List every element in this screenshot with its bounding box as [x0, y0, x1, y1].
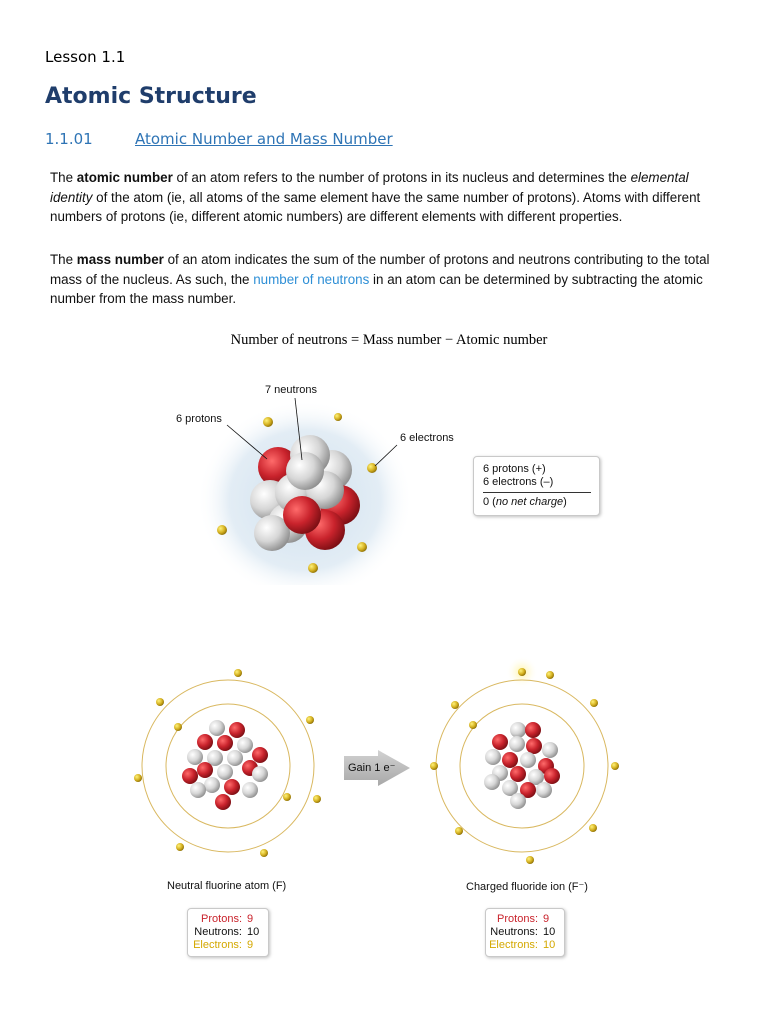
neutrons-value: 10: [543, 926, 556, 938]
neutral-electrons: [134, 669, 321, 857]
gain-electron-arrow: [344, 750, 410, 786]
term-mass-number: mass number: [76, 252, 164, 267]
text: The: [50, 252, 77, 267]
text: of an atom refers to the number of protons in its nucleus and determines the: [172, 170, 631, 185]
label-6-electrons: 6 electrons: [400, 432, 454, 444]
caption-fluoride-ion: Charged fluoride ion (F⁻): [466, 881, 588, 893]
electrons-label: Electrons:: [489, 939, 538, 951]
term-elemental-identity: elemental identity: [50, 170, 689, 205]
text: of the atom (ie, all atoms of the same element have the same number of protons). Atoms with different numbers of protons (ie, different atomic numbers) are different elements with different properties.: [50, 189, 701, 224]
electrons-value: 9: [247, 939, 254, 951]
section-number: 1.1.01: [45, 130, 93, 148]
text: 0 (: [483, 496, 496, 508]
text: of an atom indicates the sum of the number of protons and neutrons contributing to the total mass of the nucleus. As such, the: [50, 252, 710, 287]
neutrons-label: Neutrons:: [194, 926, 242, 938]
protons-label: Protons:: [497, 913, 538, 925]
neutron-formula: Number of neutrons = Mass number − Atomic number: [230, 332, 548, 348]
protons-row: [493, 913, 557, 926]
electrons-value: 10: [543, 939, 556, 951]
neutral-particle-counts: [187, 908, 269, 957]
electrons-row: [195, 939, 261, 952]
number-of-neutrons-link[interactable]: number of neutrons: [253, 271, 370, 287]
protons-value: 9: [247, 913, 254, 925]
fluorine-ionization-diagram: [120, 650, 640, 870]
paragraph-mass-number: [50, 250, 718, 309]
sum-divider: [483, 492, 591, 493]
text: in an atom can be determined by subtracting the atomic number from the mass number.: [50, 271, 703, 306]
carbon-atom-diagram: [160, 375, 480, 585]
electrons-row: [489, 939, 557, 952]
neutral-fluorine-atom: [134, 669, 321, 857]
neutrons-row: [195, 926, 261, 939]
arrow-label: Gain 1 e⁻: [348, 762, 396, 774]
paragraph-atomic-number: [50, 168, 718, 227]
ion-nucleus: [484, 722, 560, 809]
label-6-protons: 6 protons: [176, 413, 222, 425]
text: ): [563, 496, 567, 508]
label-7-neutrons: 7 neutrons: [265, 384, 317, 396]
neutrons-label: Neutrons:: [490, 926, 538, 938]
protons-value: 9: [543, 913, 550, 925]
lesson-label: Lesson 1.1: [45, 48, 126, 66]
charge-result: [483, 496, 591, 509]
protons-row: [195, 913, 261, 926]
fluoride-ion: [430, 656, 619, 864]
text: no net charge: [495, 496, 564, 508]
charge-line-electrons: 6 electrons (–): [483, 476, 554, 488]
protons-label: Protons:: [201, 913, 242, 925]
page-title: Atomic Structure: [45, 84, 257, 109]
neutrons-row: [490, 926, 557, 939]
neutral-nucleus: [182, 720, 268, 810]
text: The: [50, 170, 77, 185]
section-title-link[interactable]: Atomic Number and Mass Number: [135, 130, 393, 148]
ion-particle-counts: [485, 908, 565, 957]
caption-neutral-fluorine: Neutral fluorine atom (F): [167, 880, 287, 892]
neutrons-value: 10: [247, 926, 260, 938]
charge-summary-box: [473, 456, 600, 516]
electrons-label: Electrons:: [193, 939, 242, 951]
charge-line-protons: 6 protons (+): [483, 463, 546, 475]
term-atomic-number: atomic number: [76, 170, 173, 185]
